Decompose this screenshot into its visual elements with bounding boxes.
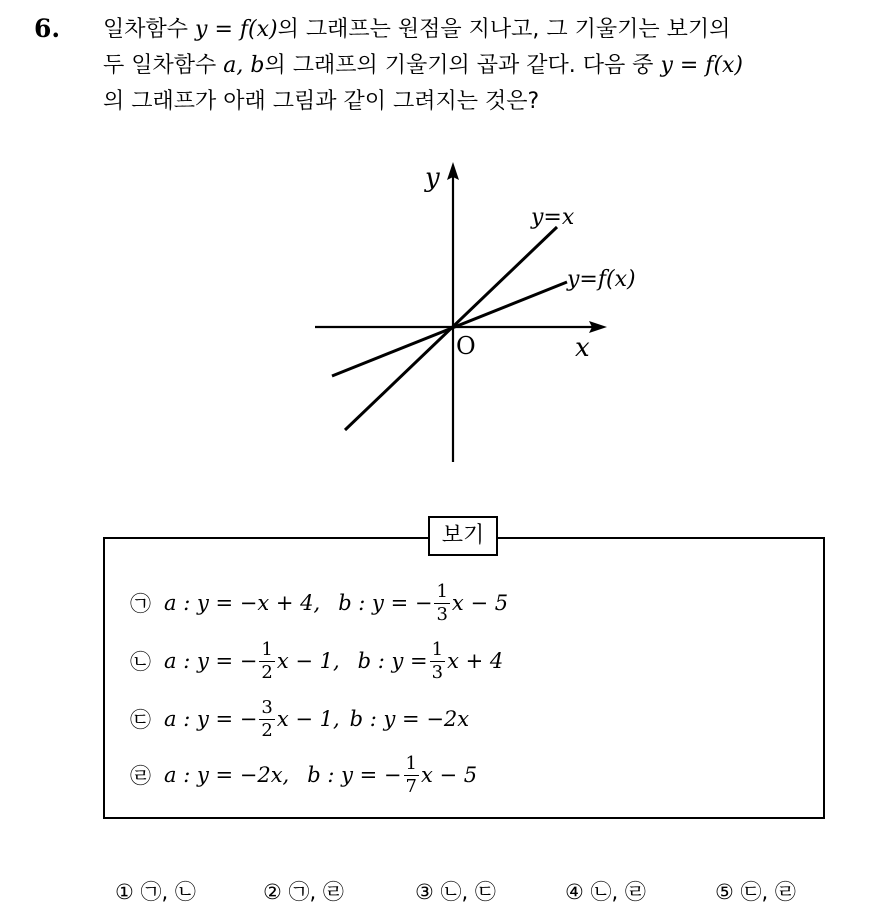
fraction-denominator: 7 — [405, 775, 417, 797]
function-b: b : y = − — [307, 763, 402, 787]
example-box-title: 보기 — [428, 516, 498, 556]
function-a-rest: x − 1, — [276, 649, 340, 673]
fraction-denominator: 3 — [436, 603, 448, 625]
answer-text: ㉠, ㉣ — [288, 880, 344, 904]
fraction — [404, 752, 419, 797]
function-a: a : y = − — [164, 707, 258, 731]
answer-choice-2[interactable] — [263, 876, 344, 906]
answer-number: ③ — [415, 880, 434, 904]
line-label-y-equals-x: y=x — [531, 205, 575, 230]
fraction-numerator: 3 — [261, 696, 273, 718]
y-axis-label: y — [425, 163, 440, 193]
answer-number: ⑤ — [715, 880, 734, 904]
example-option-4 — [130, 750, 477, 800]
option-marker: ㉡ — [130, 650, 151, 674]
option-marker: ㉢ — [130, 708, 151, 732]
question-text-part: 두 일차함수 — [103, 53, 217, 78]
answer-number: ④ — [565, 880, 584, 904]
fraction-numerator: 1 — [405, 752, 417, 774]
function-a: a : y = −2x, — [164, 763, 290, 787]
function-b-rest: x + 4 — [447, 649, 504, 673]
fraction-denominator: 3 — [431, 661, 444, 683]
function-notation: y = f(x) — [660, 53, 744, 78]
question-line-3: 의 그래프가 아래 그림과 같이 그려지는 것은? — [103, 89, 540, 114]
function-a: a : y = − — [164, 649, 258, 673]
function-b: b : y = −2x — [349, 707, 470, 731]
question-text-part: 일차함수 — [103, 17, 189, 42]
question-text-part: 의 그래프는 원점을 지나고, 그 기울기는 보기의 — [277, 17, 731, 42]
origin-label: O — [456, 332, 476, 360]
fraction — [430, 638, 445, 683]
option-marker: ㉣ — [130, 764, 151, 788]
function-b: b : y = − — [338, 591, 433, 615]
question-text — [103, 12, 863, 120]
fraction-numerator: 1 — [261, 638, 273, 660]
function-names: a, b — [223, 53, 265, 78]
function-b: b : y = — [357, 649, 428, 673]
coordinate-graph — [305, 150, 636, 470]
answer-choice-4[interactable] — [565, 876, 646, 906]
answer-choice-1[interactable] — [115, 876, 196, 906]
question-number: 6. — [34, 14, 61, 43]
question-line-1 — [103, 12, 863, 48]
answer-text: ㉢, ㉣ — [740, 880, 796, 904]
answer-text: ㉡, ㉣ — [590, 880, 646, 904]
line-label-y-equals-fx: y=f(x) — [567, 267, 636, 292]
answer-choice-3[interactable] — [415, 876, 496, 906]
fraction-denominator: 2 — [261, 719, 273, 741]
function-a-rest: x − 1, — [276, 707, 340, 731]
question-text-part: 의 그래프의 기울기의 곱과 같다. 다음 중 — [264, 53, 654, 78]
fraction — [259, 638, 274, 683]
question-line-2 — [103, 48, 863, 84]
fraction — [434, 580, 449, 625]
example-option-3 — [130, 694, 469, 744]
function-a: a : y = −x + 4, — [164, 591, 321, 615]
answer-number: ① — [115, 880, 134, 904]
line-y-equals-fx — [332, 282, 567, 376]
answer-text: ㉠, ㉡ — [140, 880, 196, 904]
example-option-2 — [130, 636, 503, 686]
option-marker: ㉠ — [130, 592, 151, 616]
x-axis-label: x — [575, 333, 590, 363]
fraction — [259, 696, 274, 741]
function-b-rest: x − 5 — [451, 591, 509, 615]
fraction-numerator: 1 — [436, 580, 448, 602]
example-option-1 — [130, 578, 508, 628]
function-b-rest: x − 5 — [420, 763, 478, 787]
function-notation: y = f(x) — [195, 17, 278, 42]
fraction-denominator: 2 — [261, 661, 273, 683]
answer-choice-5[interactable] — [715, 876, 796, 906]
answer-text: ㉡, ㉢ — [440, 880, 496, 904]
fraction-numerator: 1 — [431, 638, 444, 660]
answer-number: ② — [263, 880, 282, 904]
